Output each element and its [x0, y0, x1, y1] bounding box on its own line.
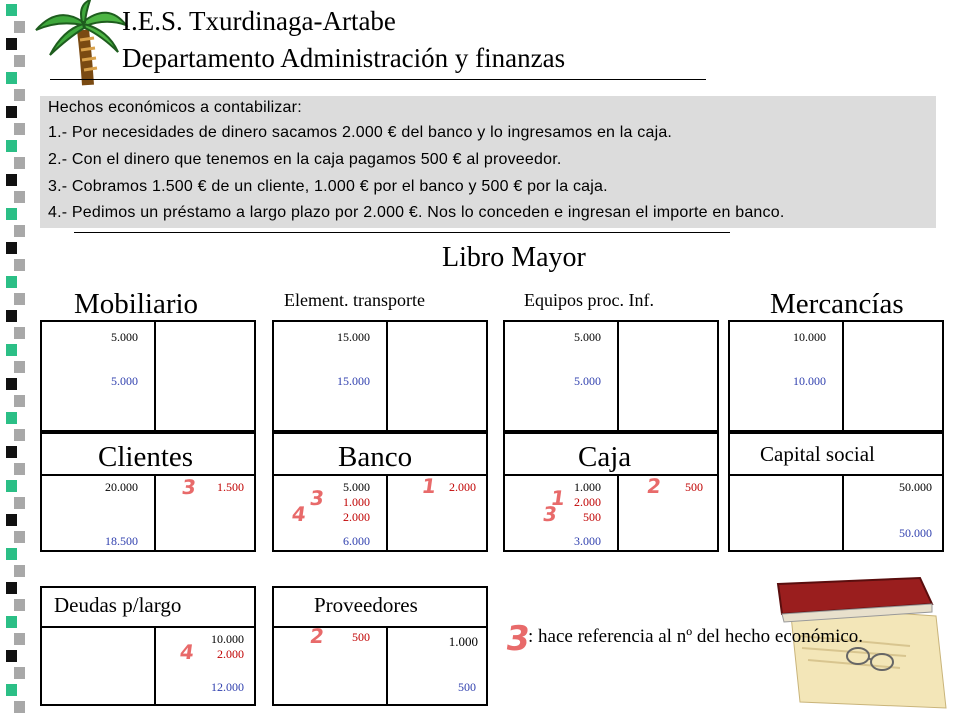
account-clientes	[40, 474, 256, 552]
account-title-mobiliario: Mobiliario	[74, 288, 199, 320]
strip-square	[14, 293, 25, 305]
account-border	[272, 586, 274, 626]
reference-number: 3	[308, 486, 326, 510]
reference-number: 1	[420, 474, 438, 498]
decorative-strip	[0, 0, 30, 720]
strip-square	[14, 701, 25, 713]
strip-square	[14, 259, 25, 271]
strip-square	[14, 225, 25, 237]
account-topbar	[40, 586, 256, 588]
account-title-caja: Caja	[578, 441, 632, 473]
strip-square	[14, 191, 25, 203]
account-title-banco: Banco	[338, 441, 413, 473]
fact-item: 2.- Con el dinero que tenemos en la caja pagamos 500 € al proveedor.	[48, 151, 562, 168]
account-border	[728, 432, 730, 474]
strip-square	[14, 497, 25, 509]
account-title-deudas: Deudas p/largo	[54, 593, 182, 617]
debit-value: 2.000	[343, 510, 370, 524]
account-title-clientes: Clientes	[98, 441, 194, 473]
credit-total: 500	[458, 680, 476, 694]
credit-total: 50.000	[899, 526, 932, 540]
account-topbar	[40, 432, 256, 434]
debit-total: 15.000	[337, 374, 370, 388]
strip-square	[14, 565, 25, 577]
account-mobiliario	[40, 320, 256, 432]
account-topbar	[503, 432, 719, 434]
debit-value: 1.000	[574, 480, 601, 494]
account-title-mercancias: Mercancías	[770, 288, 904, 320]
reference-number: 3	[541, 502, 559, 526]
credit-value: 2.000	[449, 480, 476, 494]
account-border	[40, 432, 42, 474]
strip-square	[6, 582, 17, 594]
credit-total: 12.000	[211, 680, 244, 694]
strip-square	[14, 633, 25, 645]
account-border	[40, 586, 42, 626]
debit-total: 6.000	[343, 534, 370, 548]
strip-square	[6, 412, 17, 424]
credit-value: 50.000	[899, 480, 932, 494]
account-transporte	[272, 320, 488, 432]
strip-square	[14, 21, 25, 33]
account-border	[254, 432, 256, 474]
account-border	[486, 586, 488, 626]
account-equipos	[503, 320, 719, 432]
strip-square	[14, 89, 25, 101]
account-border	[254, 586, 256, 626]
strip-square	[6, 174, 17, 186]
strip-square	[6, 378, 17, 390]
strip-square	[14, 463, 25, 475]
ledger-title: Libro Mayor	[442, 242, 586, 273]
fact-item: 3.- Cobramos 1.500 € de un cliente, 1.000 € por el banco y 500 € por la caja.	[48, 178, 608, 195]
reference-number: 2	[308, 624, 326, 648]
debit-total: 5.000	[111, 374, 138, 388]
account-banco	[272, 474, 488, 552]
debit-value: 500	[583, 510, 601, 524]
debit-value: 10.000	[793, 330, 826, 344]
credit-value: 2.000	[217, 647, 244, 661]
debit-value: 20.000	[105, 480, 138, 494]
account-title-capital: Capital social	[760, 442, 875, 466]
legend-reference-number: 3	[503, 619, 533, 659]
account-proveedores	[272, 626, 488, 706]
fact-item: 1.- Por necesidades de dinero sacamos 2.000 € del banco y lo ingresamos en la caja.	[48, 124, 673, 141]
department-title: Departamento Administración y finanzas	[122, 43, 566, 73]
account-border	[717, 432, 719, 474]
credit-value: 500	[685, 480, 703, 494]
strip-square	[14, 55, 25, 67]
account-topbar	[272, 432, 488, 434]
account-border	[486, 432, 488, 474]
account-mercancias	[728, 320, 944, 432]
debit-value: 5.000	[111, 330, 138, 344]
strip-square	[6, 616, 17, 628]
header-divider	[50, 79, 706, 80]
strip-square	[14, 395, 25, 407]
reference-number: 4	[290, 502, 308, 526]
strip-square	[6, 480, 17, 492]
account-capital	[728, 474, 944, 552]
strip-square	[14, 361, 25, 373]
strip-square	[6, 684, 17, 696]
account-border	[272, 432, 274, 474]
account-title-proveedores: Proveedores	[314, 593, 418, 617]
strip-square	[6, 344, 17, 356]
facts-box	[40, 96, 936, 228]
strip-square	[6, 4, 17, 16]
legend-text: : hace referencia al nº del hecho económico.	[528, 626, 864, 647]
strip-square	[14, 531, 25, 543]
strip-square	[6, 72, 17, 84]
credit-value: 10.000	[211, 632, 244, 646]
debit-total: 10.000	[793, 374, 826, 388]
strip-square	[6, 208, 17, 220]
strip-square	[6, 514, 17, 526]
strip-square	[6, 276, 17, 288]
debit-value: 15.000	[337, 330, 370, 344]
fact-item: 4.- Pedimos un préstamo a largo plazo por 2.000 €. Nos lo conceden e ingresan el importe en banco.	[48, 204, 785, 221]
strip-square	[14, 123, 25, 135]
account-deudas	[40, 626, 256, 706]
facts-divider	[74, 232, 730, 233]
credit-value: 1.000	[448, 634, 478, 649]
strip-square	[6, 650, 17, 662]
strip-square	[14, 157, 25, 169]
strip-square	[6, 446, 17, 458]
account-border	[942, 432, 944, 474]
reference-number: 1	[549, 486, 567, 510]
strip-square	[6, 106, 17, 118]
reference-number: 3	[180, 475, 198, 499]
account-topbar	[728, 432, 944, 434]
strip-square	[6, 140, 17, 152]
debit-value: 1.000	[343, 495, 370, 509]
account-title-equipos: Equipos proc. Inf.	[524, 290, 654, 310]
palm-tree-logo	[28, 0, 128, 90]
debit-value: 500	[352, 630, 370, 644]
account-caja	[503, 474, 719, 552]
strip-square	[14, 599, 25, 611]
debit-value: 5.000	[574, 330, 601, 344]
facts-title: Hechos económicos a contabilizar:	[48, 99, 302, 116]
debit-value: 2.000	[574, 495, 601, 509]
strip-square	[6, 310, 17, 322]
strip-square	[6, 242, 17, 254]
debit-total: 18.500	[105, 534, 138, 548]
credit-value: 1.500	[217, 480, 244, 494]
strip-square	[6, 38, 17, 50]
debit-total: 3.000	[574, 534, 601, 548]
debit-total: 5.000	[574, 374, 601, 388]
reference-number: 2	[645, 474, 663, 498]
school-title: I.E.S. Txurdinaga-Artabe	[122, 6, 396, 36]
strip-square	[14, 667, 25, 679]
strip-square	[14, 429, 25, 441]
account-border	[503, 432, 505, 474]
account-topbar	[272, 586, 488, 588]
strip-square	[6, 548, 17, 560]
account-title-transporte: Element. transporte	[284, 290, 425, 310]
reference-number: 4	[178, 640, 196, 664]
strip-square	[14, 327, 25, 339]
debit-value: 5.000	[343, 480, 370, 494]
